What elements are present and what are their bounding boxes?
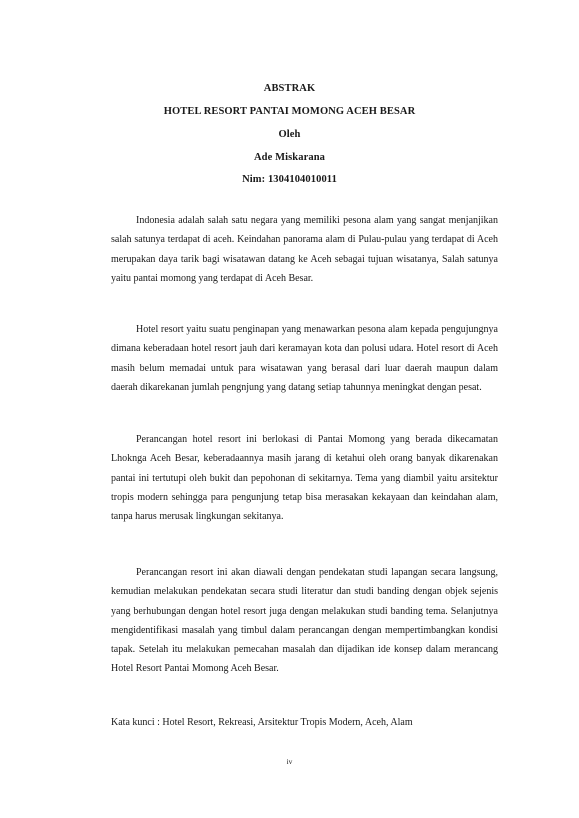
keywords-line: Kata kunci : Hotel Resort, Rekreasi, Arsitektur Tropis Modern, Aceh, Alam — [111, 717, 413, 728]
author-name: Ade Miskarana — [253, 152, 325, 163]
abstract-paragraph-3: Perancangan hotel resort ini berlokasi di Pantai Momong yang berada dikecamatan Lhoknga Aceh Besar, keberadaannya masih jarang di ketahui oleh orang banyak dikarenakan pantai ini tertutupi oleh bukit dan pepohonan di sekitarnya. Tema yang diambil yaitu arsitektur tropis modern sehingga para pengunjung tetap bisa merasakan kekayaan dan keindahan alam, tanpa harus merusak lingkungan sekitanya. — [111, 434, 498, 523]
thesis-title: HOTEL RESORT PANTAI MOMONG ACEH BESAR — [163, 106, 416, 117]
page-number: iv — [286, 757, 293, 766]
abstract-paragraph-4: Perancangan resort ini akan diawali dengan pendekatan studi lapangan secara langsung, kemudian melakukan pendekatan secara studi literatur dan studi banding dengan objek sejenis yang berhubungan dengan hotel resort juga dengan melakukan studi banding tema. Selanjutnya mengidentifikasi masalah yang timbul dalam perancangan dengan mempertimbangkan kondisi tapak. Setelah itu melakukan pemecahan masalah dan dijadikan ide konsep dalam merancang Hotel Resort Pantai Momong Aceh Besar. — [111, 567, 498, 675]
student-id: Nim: 1304104010011 — [242, 174, 337, 185]
abstract-paragraph-2: Hotel resort yaitu suatu penginapan yang menawarkan pesona alam kepada pengujungnya dimana keberadaan hotel resort jauh dari keramayan kota dan polusi udara. Hotel resort di Aceh masih belum memadai untuk para wisatawan yang berasal dari luar daerah maupun dalam daerah dikarekanan jumlah pengnjung yang datang setiap tahunnya meningkat dengan pesat. — [111, 324, 498, 393]
by-label: Oleh — [278, 129, 301, 140]
abstract-title: ABSTRAK — [263, 83, 316, 94]
abstract-paragraph-1: Indonesia adalah salah satu negara yang memiliki pesona alam yang sangat menjanjikan salah satunya terdapat di aceh. Keindahan panorama alam di Pulau-pulau yang terdapat di Aceh merupakan daya tarik bagi wisatawan datang ke Aceh sebagai tujuan wisatanya, Salah satunya yaitu pantai momong yang terdapat di Aceh Besar. — [111, 215, 498, 284]
